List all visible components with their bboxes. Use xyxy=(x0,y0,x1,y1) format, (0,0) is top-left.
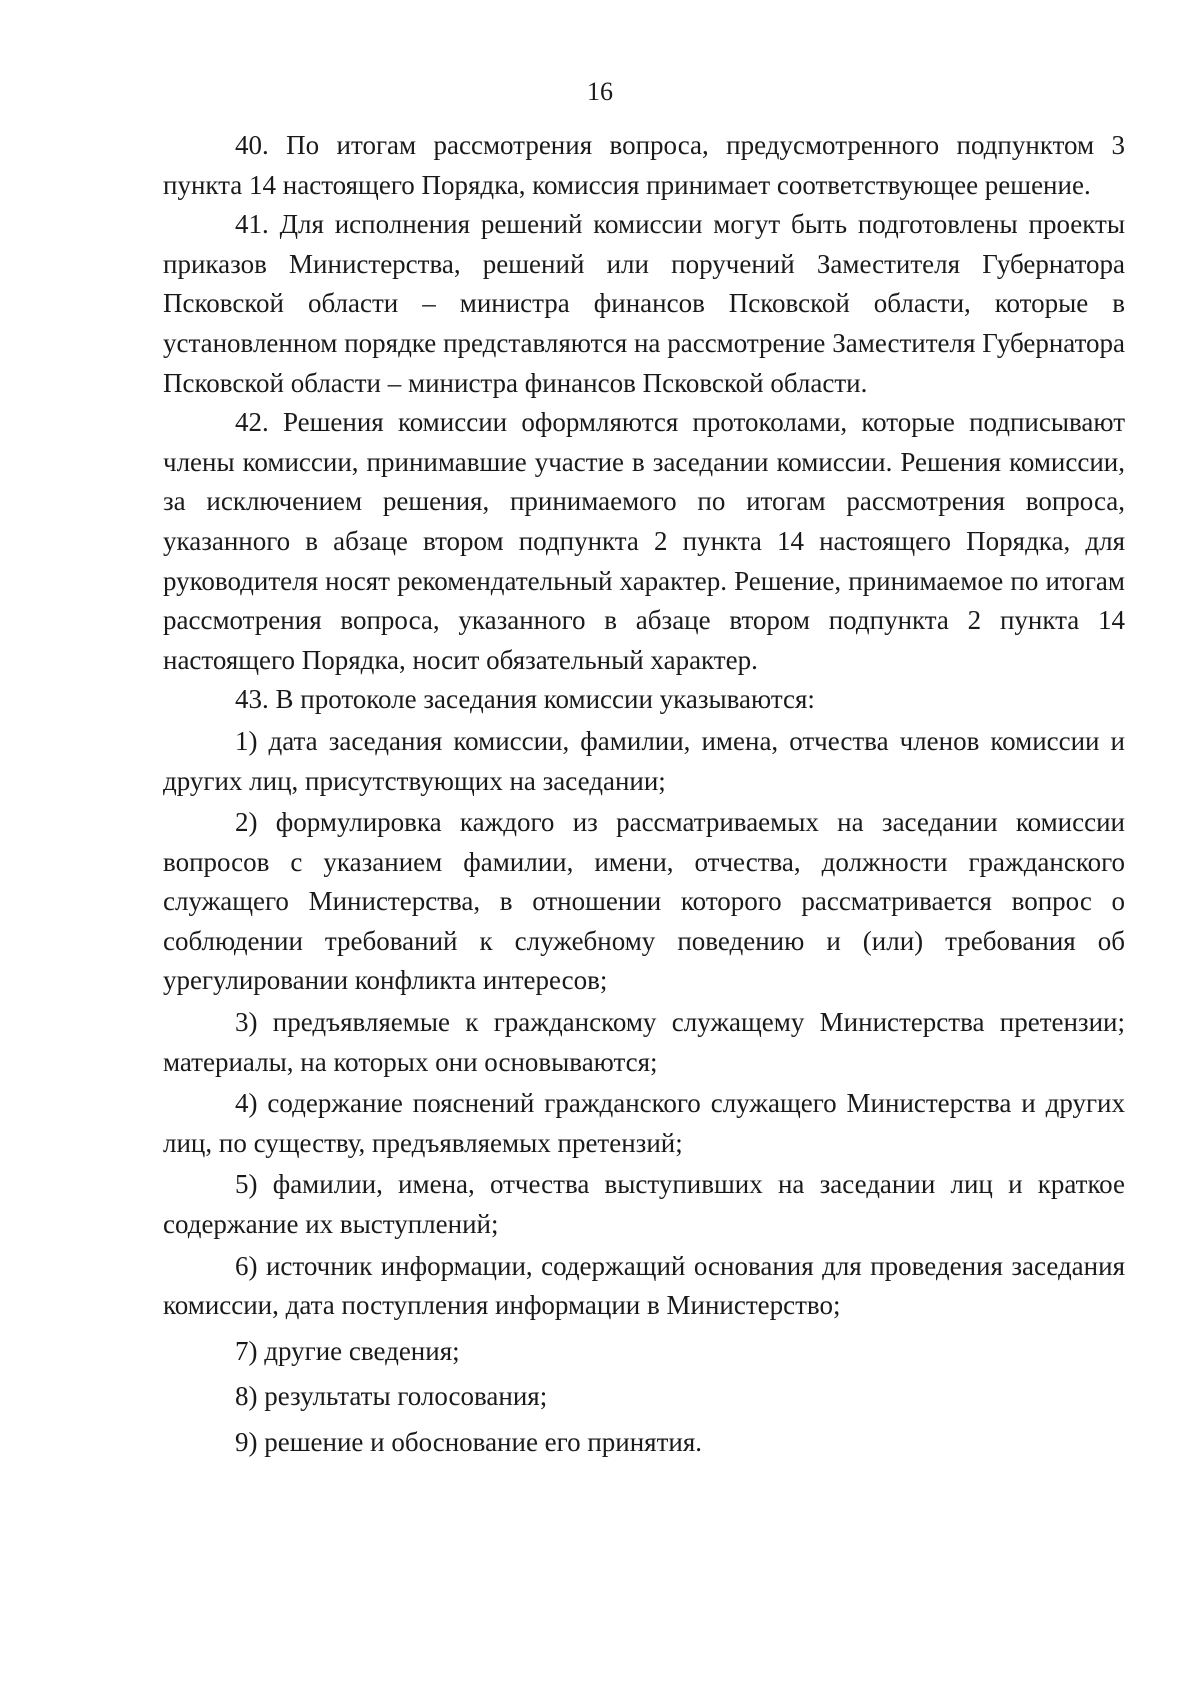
paragraph-41: 41. Для исполнения решений комиссии могут быть подготовлены проекты приказов Министерства, решений или поручений Заместителя Губернатора Псковской области – министра финансов Псковской области, которые в установленном порядке представляются на рассмотрение Заместителя Губернатора Псковской области – министра финансов Псковской области. xyxy=(163,209,1125,398)
page-number: 16 xyxy=(587,77,613,106)
list-item-6: 6) источник информации, содержащий основания для проведения заседания комиссии, дата поступления информации в Министерство; xyxy=(163,1250,1125,1321)
paragraph-40: 40. По итогам рассмотрения вопроса, предусмотренного подпунктом 3 пункта 14 настоящего Порядка, комиссия принимает соответствующее решение. xyxy=(163,130,1125,200)
paragraph-43: 43. В протоколе заседания комиссии указываются: xyxy=(235,684,815,715)
list-item-4: 4) содержание пояснений гражданского служащего Министерства и других лиц, по существу, предъявляемых претензий; xyxy=(163,1088,1125,1158)
list-item-5: 5) фамилии, имена, отчества выступивших на заседании лиц и краткое содержание их выступлений; xyxy=(163,1169,1125,1240)
paragraph-42: 42. Решения комиссии оформляются протоколами, которые подписывают члены комиссии, принимавшие участие в заседании комиссии. Решения комиссии, за исключением решения, принимаемого по итогам рассмотрения вопроса, указанного в абзаце втором подпункта 2 пункта 14 настоящего Порядка, для руководителя носят рекомендательный характер. Решение, принимаемое по итогам рассмотрения вопроса, указанного в абзаце втором подпункта 2 пункта 14 настоящего Порядка, носит обязательный характер. xyxy=(163,407,1125,675)
list-item-1: 1) дата заседания комиссии, фамилии, имена, отчества членов комиссии и других лиц, присутствующих на заседании; xyxy=(163,725,1125,796)
list-item-3: 3) предъявляемые к гражданскому служащему Министерства претензии; материалы, на которых они основываются; xyxy=(163,1007,1125,1077)
list-item-9: 9) решение и обоснование его принятия. xyxy=(235,1427,703,1457)
list-item-2: 2) формулировка каждого из рассматриваемых на заседании комиссии вопросов с указанием фамилии, имени, отчества, должности гражданского служащего Министерства, в отношении которого рассматривается вопрос о соблюдении требований к служебному поведению и (или) требования об урегулировании конфликта интересов; xyxy=(163,807,1125,996)
document-body xyxy=(163,126,1125,1463)
list-item-8: 8) результаты голосования; xyxy=(235,1381,548,1412)
list-item-7: 7) другие сведения; xyxy=(235,1335,460,1366)
